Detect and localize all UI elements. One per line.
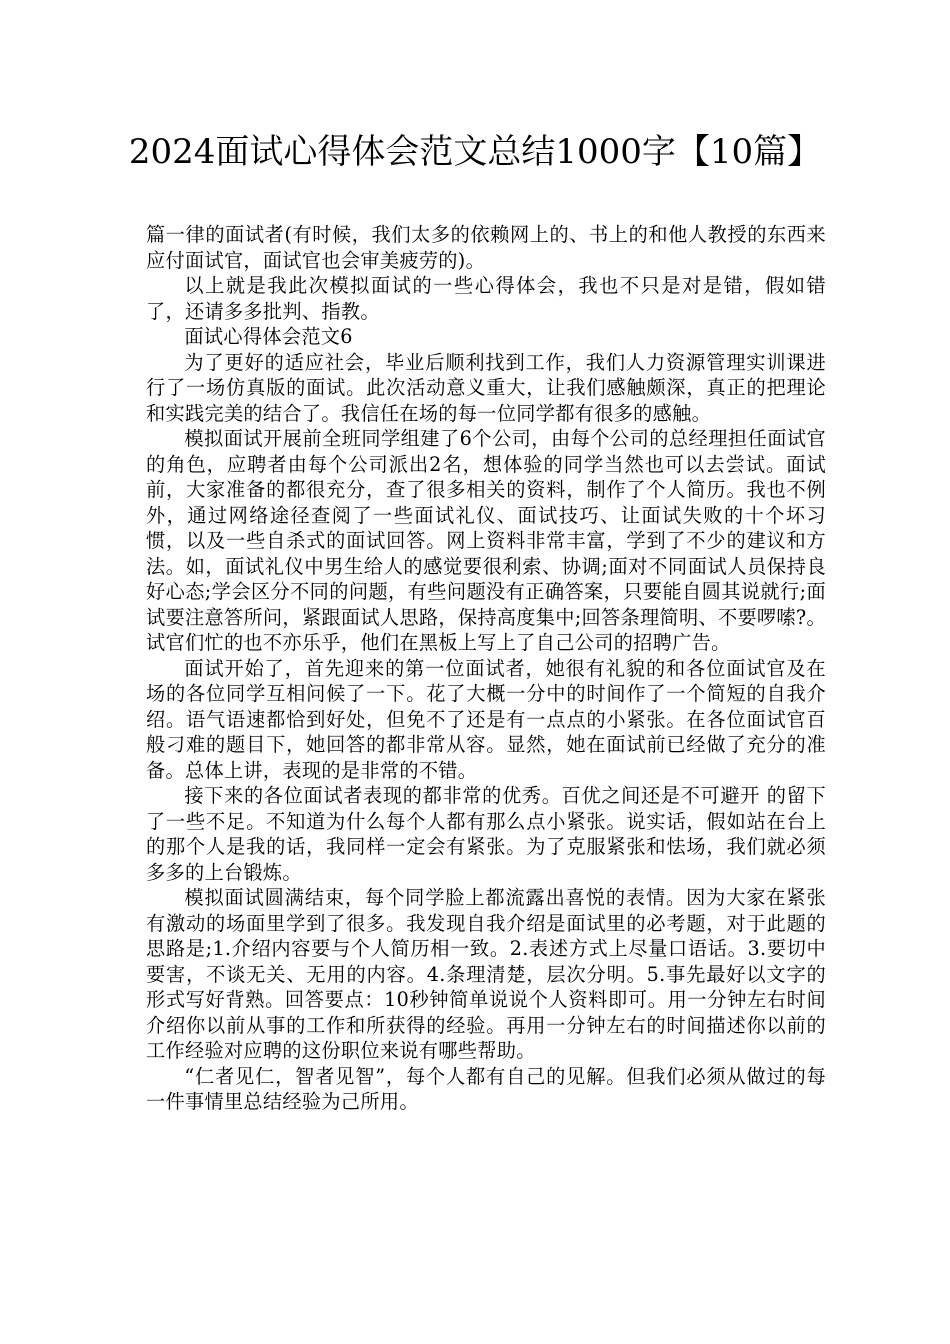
body-paragraph: 模拟面试圆满结束，每个同学脸上都流露出喜悦的表情。因为大家在紧张有激动的场面里学到了很多。我发现自我介绍是面试里的必考题，对于此题的思路是;1.介绍内容要与个人简历相一致。2.表述方式上尽量口语话。3.要切中要害，不谈无关、无用的内容。4.条理清楚，层次分明。5.事先最好以文字的形式写好背熟。回答要点：10秒钟简单说说个人资料即可。用一分钟左右时间介绍你以前从事的工作和所获得的经验。再用一分钟左右的时间描述你以前的工作经验对应聘的这份职位来说有哪些帮助。 [146,886,826,1062]
body-paragraph: 以上就是我此次模拟面试的一些心得体会，我也不只是对是错，假如错了，还请多多批判、指教。 [146,274,826,323]
body-paragraph: 面试心得体会范文6 [184,325,353,348]
body-paragraph: 面试开始了，首先迎来的第一位面试者，她很有礼貌的和各位面试官及在场的各位同学互相问候了一下。花了大概一分中的时间作了一个简短的自我介绍。语气语速都恰到好处，但免不了还是有一点点的小紧张。在各位面试官百般刁难的题目下，她回答的都非常从容。显然，她在面试前已经做了充分的准备。总体上讲，表现的是非常的不错。 [146,656,826,782]
body-paragraph: 接下来的各位面试者表现的都非常的优秀。百优之间还是不可避开 的留下了一些不足。不知道为什么每个人都有那么点小紧张。说实话，假如站在台上的那个人是我的话，我同样一定会有紧张。为了克服紧张和怯场，我们就必须多多的上台锻炼。 [146,784,826,884]
body-paragraph: “仁者见仁，智者见智”，每个人都有自己的见解。但我们必须从做过的每一件事情里总结经验为己所用。 [146,1064,826,1113]
body-paragraph: 为了更好的适应社会，毕业后顺利找到工作，我们人力资源管理实训课进行了一场仿真版的面试。此次活动意义重大，让我们感触颇深，真正的把理论和实践完美的结合了。我信任在场的每一位同学都有很多的感触。 [146,350,826,425]
body-paragraph: 模拟面试开展前全班同学组建了6个公司，由每个公司的总经理担任面试官的角色，应聘者由每个公司派出2名，想体验的同学当然也可以去尝试。面试前，大家准备的都很充分，查了很多相关的资料，制作了个人简历。我也不例外，通过网络途径查阅了一些面试礼仪、面试技巧、让面试失败的十个坏习惯，以及一些自杀式的面试回答。网上资料非常丰富，学到了不少的建议和方法。如，面试礼仪中男生给人的感觉要很利索、协调;面对不同面试人员保持良好心态;学会区分不同的问题，有些问题没有正确答案，只要能自圆其说就行;面试要注意答所问，紧跟面试人思路，保持高度集中;回答条理简明、不要啰嗦?。试官们忙的也不亦乐乎，他们在黑板上写上了自己公司的招聘广告。 [146,427,826,654]
document-body [146,222,826,1115]
body-paragraph: 篇一律的面试者(有时候，我们太多的依赖网上的、书上的和他人教授的东西来应付面试官，面试官也会审美疲劳的)。 [146,223,826,272]
document-title: 2024面试心得体会范文总结1000字【10篇】 [128,132,822,172]
